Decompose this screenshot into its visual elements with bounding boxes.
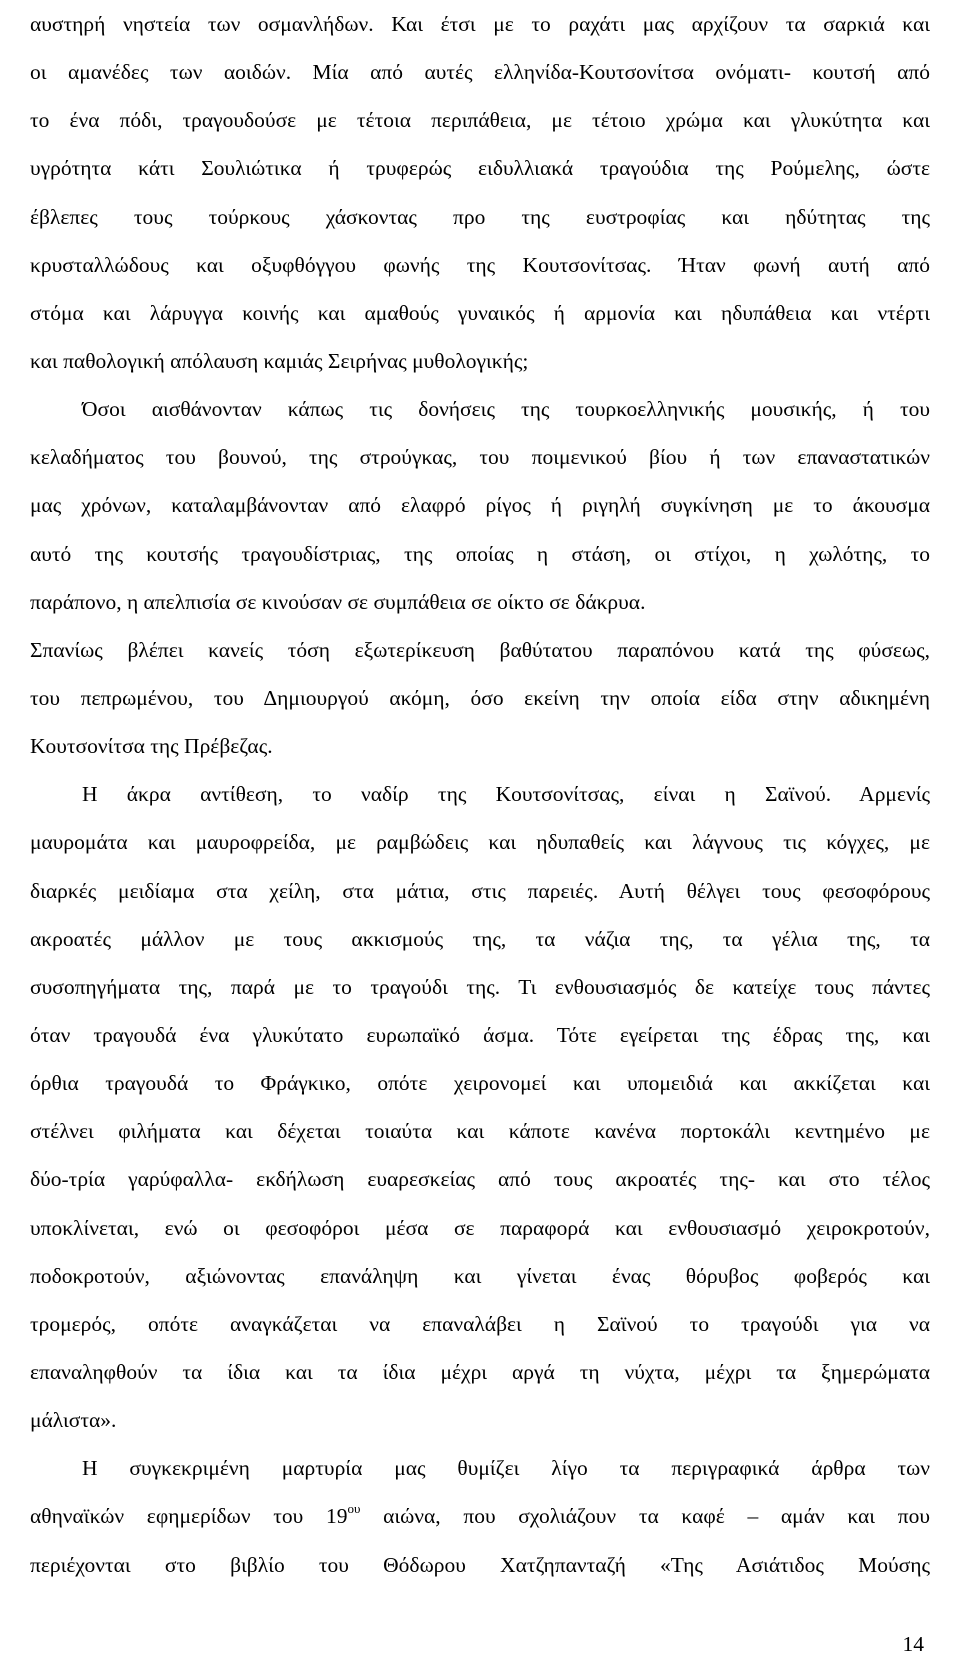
text-segment: αθηναϊκών εφημερίδων του 19 — [30, 1504, 348, 1529]
text-line: του πεπρωμένου, του Δημιουργού ακόμη, όσο εκείνη την οποία είδα στην αδικημένη — [30, 685, 930, 710]
text-line: μαυρομάτα και μαυροφρείδα, με ραμβώδεις και ηδυπαθείς και λάγνους τις κόγχες, με — [30, 830, 930, 855]
text-line: κελαδήματος του βουνού, της στρούγκας, του ποιμενικού βίου ή των επαναστατικών — [30, 445, 930, 470]
text-line-with-superscript — [30, 1492, 930, 1540]
text-line: Η άκρα αντίθεση, το ναδίρ της Κουτσονίτσας, είναι η Σαϊνού. Αρμενίς — [82, 782, 930, 807]
text-line: όταν τραγουδά ένα γλυκύτατο ευρωπαϊκό άσμα. Τότε εγείρεται της έδρας της, και — [30, 1022, 930, 1047]
document-page — [30, 0, 930, 1589]
text-line: επαναληφθούν τα ίδια και τα ίδια μέχρι αργά τη νύχτα, μέχρι τα ξημερώματα — [30, 1359, 930, 1384]
text-line: δύο-τρία γαρύφαλλα- εκδήλωση ευαρεσκείας από τους ακροατές της- και στο τέλος — [30, 1167, 930, 1192]
text-line: μάλιστα». — [30, 1408, 117, 1433]
text-line: Όσοι αισθάνονταν κάπως τις δονήσεις της τουρκοελληνικής μουσικής, ή του — [82, 397, 930, 422]
paragraph-first-line — [30, 1444, 930, 1492]
paragraph-first-line — [30, 770, 930, 818]
text-line: στόμα και λάρυγγα κοινής και αμαθούς γυναικός ή αρμονία και ηδυπάθεια και ντέρτι — [30, 300, 930, 325]
text-line: ακροατές μάλλον με τους ακκισμούς της, τα νάζια της, τα γέλια της, τα — [30, 926, 930, 951]
text-line: τρομερός, οπότε αναγκάζεται να επαναλάβει η Σαϊνού το τραγούδι για να — [30, 1311, 930, 1336]
superscript-ordinal: ου — [347, 1501, 361, 1517]
text-line: υποκλίνεται, ενώ οι φεσοφόροι μέσα σε παραφορά και ενθουσιασμό χειροκροτούν, — [30, 1215, 930, 1240]
text-line: διαρκές μειδίαμα στα χείλη, στα μάτια, στις παρειές. Αυτή θέλγει τους φεσοφόρους — [30, 878, 930, 903]
text-segment: αιώνα, που σχολιάζουν τα καφέ – αμάν και που — [383, 1504, 931, 1529]
text-line: έβλεπες τους τούρκους χάσκοντας προ της ευστροφίας και ηδύτητας της — [30, 204, 930, 229]
text-line: παράπονο, η απελπισία σε κινούσαν σε συμπάθεια σε οίκτο σε δάκρυα. — [30, 589, 646, 614]
text-line: Σπανίως βλέπει κανείς τόση εξωτερίκευση βαθύτατου παραπόνου κατά της φύσεως, — [30, 637, 930, 662]
text-line: Η συγκεκριμένη μαρτυρία μας θυμίζει λίγο τα περιγραφικά άρθρα των — [82, 1456, 930, 1481]
text-line: το ένα πόδι, τραγουδούσε με τέτοια περιπάθεια, με τέτοιο χρώμα και γλυκύτητα και — [30, 108, 930, 133]
text-line: και παθολογική απόλαυση καμιάς Σειρήνας μυθολογικής; — [30, 348, 529, 373]
text-line: όρθια τραγουδά το Φράγκικο, οπότε χειρονομεί και υπομειδιά και ακκίζεται και — [30, 1071, 930, 1096]
text-line: αυστηρή νηστεία των οσμανλήδων. Και έτσι με το ραχάτι μας αρχίζουν τα σαρκιά και — [30, 12, 930, 36]
paragraph-first-line — [30, 385, 930, 433]
text-line: υγρότητα κάτι Σουλιώτικα ή τρυφερώς ειδυλλιακά τραγούδια της Ρούμελης, ώστε — [30, 156, 930, 181]
text-line: περιέχονται στο βιβλίο του Θόδωρου Χατζηπανταζή «Της Ασιάτιδος Μούσης — [30, 1552, 930, 1577]
text-line: συσοπηγήματα της, παρά με το τραγούδι της. Τι ενθουσιασμός δε κατείχε τους πάντες — [30, 974, 930, 999]
page-number: 14 — [902, 1632, 924, 1656]
text-line: οι αμανέδες των αοιδών. Μία από αυτές ελληνίδα-Κουτσονίτσα ονόματι- κουτσή από — [30, 60, 930, 85]
text-line: κρυσταλλώδους και οξυφθόγγου φωνής της Κουτσονίτσας. Ήταν φωνή αυτή από — [30, 252, 930, 277]
text-line: Κουτσονίτσα της Πρέβεζας. — [30, 734, 273, 759]
text-line: αυτό της κουτσής τραγουδίστριας, της οποίας η στάση, οι στίχοι, η χωλότης, το — [30, 541, 930, 566]
text-line: στέλνει φιλήματα και δέχεται τοιαύτα και κάποτε κανένα πορτοκάλι κεντημένο με — [30, 1119, 930, 1144]
text-line: ποδοκροτούν, αξιώνοντας επανάληψη και γίνεται ένας θόρυβος φοβερός και — [30, 1263, 930, 1288]
text-line: μας χρόνων, καταλαμβάνονταν από ελαφρό ρίγος ή ριγηλή συγκίνηση με το άκουσμα — [30, 493, 930, 518]
